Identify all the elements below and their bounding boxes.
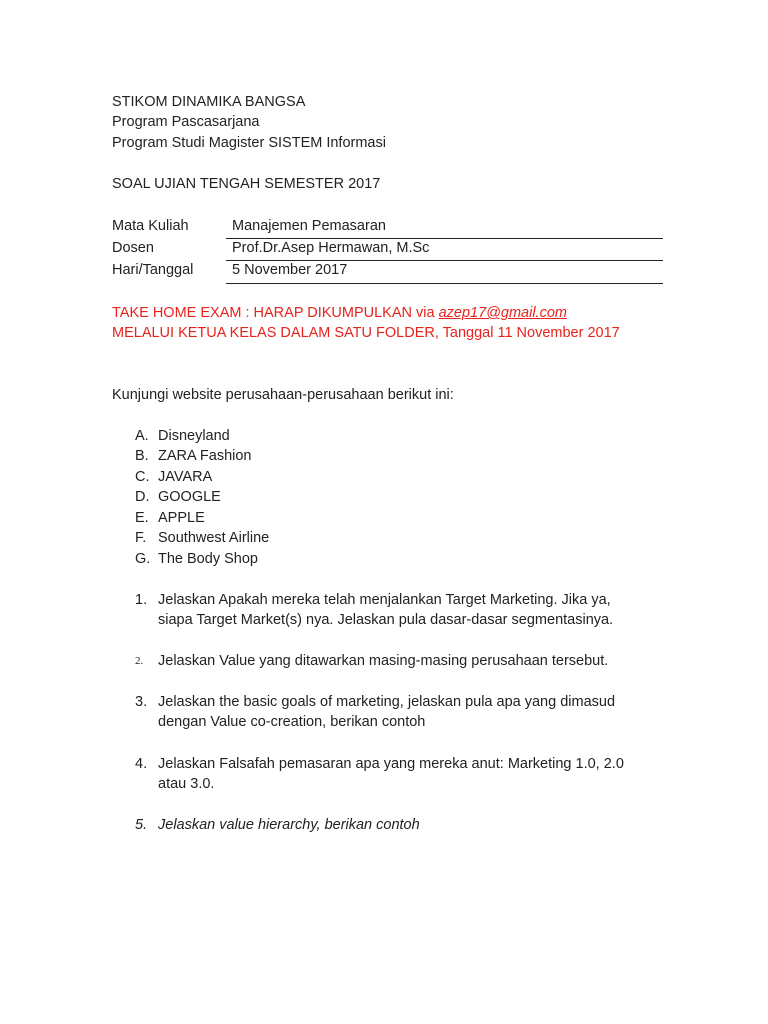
- question-text: siapa Target Market(s) nya. Jelaskan pula dasar-dasar segmentasinya.: [158, 612, 614, 628]
- list-marker: G.: [135, 551, 151, 567]
- date-value: 5 November 2017: [232, 262, 348, 278]
- list-marker: C.: [135, 469, 150, 485]
- list-item: The Body Shop: [158, 551, 258, 567]
- question-marker: 4.: [135, 756, 148, 772]
- list-item: JAVARA: [158, 469, 213, 485]
- list-marker: B.: [135, 448, 149, 464]
- program-name: Program Pascasarjana: [112, 114, 260, 130]
- question-text: Jelaskan Value yang ditawarkan masing-masing perusahaan tersebut.: [158, 653, 609, 669]
- question-text: Jelaskan Apakah mereka telah menjalankan Target Marketing. Jika ya,: [158, 592, 611, 608]
- question-text: dengan Value co-creation, berikan contoh: [158, 714, 426, 730]
- list-marker: A.: [135, 428, 149, 444]
- list-item: APPLE: [158, 510, 205, 526]
- notice-line-2: MELALUI KETUA KELAS DALAM SATU FOLDER, Tanggal 11 November 2017: [112, 325, 620, 341]
- lecturer-value: Prof.Dr.Asep Hermawan, M.Sc: [232, 240, 430, 256]
- table-rule: [226, 283, 663, 284]
- list-item: GOOGLE: [158, 489, 221, 505]
- date-label: Hari/Tanggal: [112, 262, 194, 278]
- question-marker: 3.: [135, 694, 148, 710]
- question-text: Jelaskan value hierarchy, berikan contoh: [158, 817, 420, 833]
- list-item: Southwest Airline: [158, 530, 270, 546]
- question-marker: 5.: [135, 817, 148, 833]
- list-item: ZARA Fashion: [158, 448, 252, 464]
- intro-text: Kunjungi website perusahaan-perusahaan berikut ini:: [112, 387, 454, 403]
- question-text: Jelaskan the basic goals of marketing, jelaskan pula apa yang dimasud: [158, 694, 616, 710]
- notice-line-1: [112, 303, 567, 323]
- question-text: atau 3.0.: [158, 776, 215, 792]
- study-program-name: Program Studi Magister SISTEM Informasi: [112, 135, 386, 151]
- exam-title: SOAL UJIAN TENGAH SEMESTER 2017: [112, 176, 381, 192]
- question-text: Jelaskan Falsafah pemasaran apa yang mereka anut: Marketing 1.0, 2.0: [158, 756, 624, 772]
- list-marker: F.: [135, 530, 147, 546]
- list-marker: D.: [135, 489, 150, 505]
- list-item: Disneyland: [158, 428, 230, 444]
- email-link[interactable]: azep17@gmail.com: [438, 305, 567, 321]
- course-label: Mata Kuliah: [112, 218, 189, 234]
- question-marker: 2.: [135, 655, 144, 667]
- course-value: Manajemen Pemasaran: [232, 218, 386, 234]
- question-marker: 1.: [135, 592, 148, 608]
- notice-prefix: TAKE HOME EXAM : HARAP DIKUMPULKAN via: [112, 305, 439, 321]
- institution-name: STIKOM DINAMIKA BANGSA: [112, 94, 306, 110]
- lecturer-label: Dosen: [112, 240, 154, 256]
- list-marker: E.: [135, 510, 149, 526]
